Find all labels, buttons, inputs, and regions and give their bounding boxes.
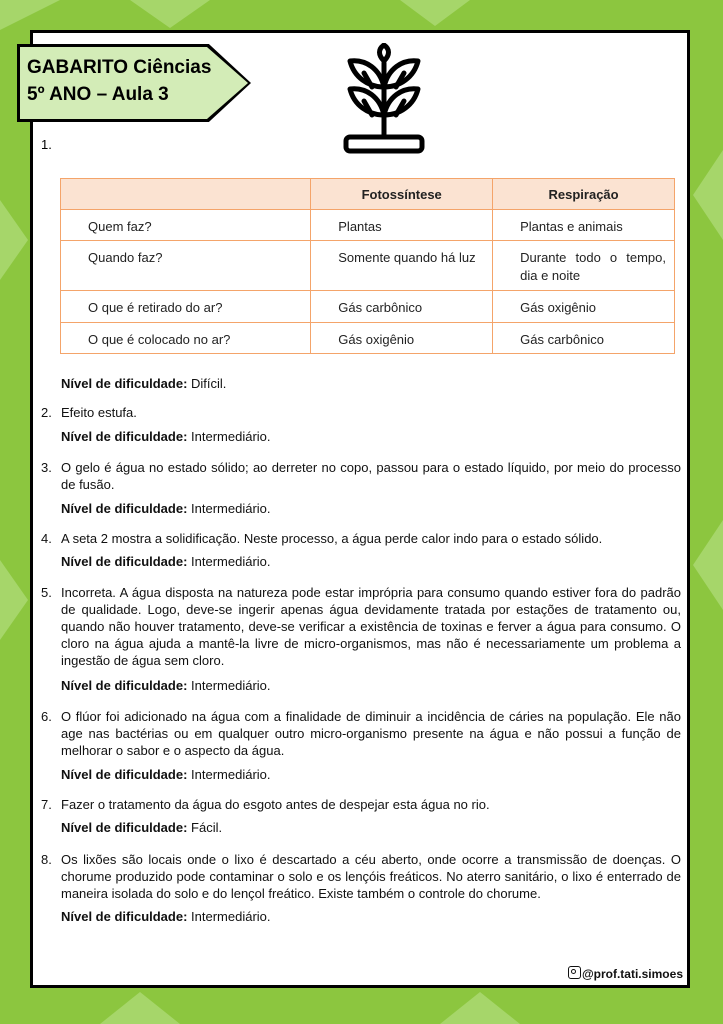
- table-row: [61, 323, 675, 354]
- answer-text: O gelo é água no estado sólido; ao derreter no copo, passou para o estado líquido, por meio do processo de fusão.: [61, 460, 681, 492]
- table-cell: O que é colocado no ar?: [61, 323, 311, 354]
- difficulty-value: Difícil.: [187, 376, 227, 391]
- answer-text: Incorreta. A água disposta na natureza pode estar imprópria para consumo quando estiver fora do padrão de qualidade. Logo, deve-se ingerir apenas água devidamente tratada por estações de tratamento ou, quando não houver tratamento, deve-se verificar a existência de toxinas e ferver a água para consumo. O cloro na água ajuda a mantê-la livre de micro-organismos, mas não é necessariamente um problema a ingestão de água sem cloro.: [61, 585, 681, 668]
- answer-number: 8.: [41, 852, 52, 867]
- difficulty-value: Intermediário.: [187, 678, 271, 693]
- table-cell: Plantas e animais: [493, 210, 675, 241]
- photosynthesis-table: [60, 178, 675, 354]
- answer-sheet: [27, 30, 690, 988]
- difficulty-level: [61, 767, 271, 782]
- difficulty-value: Intermediário.: [187, 909, 271, 924]
- answer-text: Os lixões são locais onde o lixo é descartado a céu aberto, onde ocorre a transmissão de doenças. O chorume produzido pode contaminar o solo e os lençóis freáticos. No aterro sanitário, o lixo é enterrado de maneira isolada do solo e do lençol freático. Existe também o controle do chorume.: [61, 852, 681, 901]
- difficulty-value: Intermediário.: [187, 501, 271, 516]
- answer-item: [41, 708, 681, 759]
- answer-item: [41, 584, 681, 669]
- difficulty-label: Nível de dificuldade:: [61, 678, 188, 693]
- difficulty-label: Nível de dificuldade:: [61, 767, 188, 782]
- difficulty-level: [61, 554, 271, 569]
- table-cell: O que é retirado do ar?: [61, 291, 311, 323]
- table-row: [61, 241, 675, 291]
- answer-item: [41, 404, 681, 421]
- difficulty-label: Nível de dificuldade:: [61, 501, 188, 516]
- answer-number: 2.: [41, 405, 52, 420]
- answer-item: [41, 459, 681, 493]
- difficulty-label: Nível de dificuldade:: [61, 429, 188, 444]
- answer-item: [41, 796, 681, 813]
- table-header-photosynthesis: Fotossíntese: [311, 179, 493, 210]
- difficulty-value: Intermediário.: [187, 767, 271, 782]
- table-header-row: [61, 179, 675, 210]
- difficulty-value: Intermediário.: [187, 554, 271, 569]
- answer-item: [41, 851, 681, 902]
- difficulty-label: Nível de dificuldade:: [61, 820, 188, 835]
- answer-text: Efeito estufa.: [61, 405, 137, 420]
- answer-text: Fazer o tratamento da água do esgoto antes de despejar esta água no rio.: [61, 797, 490, 812]
- answer-item: [41, 530, 681, 547]
- page-title: [27, 54, 227, 108]
- instagram-handle-text: @prof.tati.simoes: [581, 967, 683, 981]
- table-cell: Quando faz?: [61, 241, 311, 291]
- answer-number: 4.: [41, 531, 52, 546]
- instagram-handle[interactable]: [568, 966, 683, 981]
- table-cell: Gás oxigênio: [493, 291, 675, 323]
- difficulty-label: Nível de dificuldade:: [61, 554, 188, 569]
- difficulty-value: Fácil.: [187, 820, 223, 835]
- title-line-2: 5º ANO – Aula 3: [27, 84, 169, 105]
- difficulty-level: [61, 501, 271, 516]
- instagram-icon: [568, 966, 581, 979]
- answer-text: A seta 2 mostra a solidificação. Neste processo, a água perde calor indo para o estado sólido.: [61, 531, 603, 546]
- table-row: [61, 210, 675, 241]
- table-cell: Gás carbônico: [311, 291, 493, 323]
- difficulty-value: Intermediário.: [187, 429, 271, 444]
- difficulty-level: [61, 678, 271, 693]
- title-line-1: GABARITO Ciências: [27, 57, 212, 78]
- table-header-respiration: Respiração: [493, 179, 675, 210]
- difficulty-level: [61, 376, 226, 391]
- difficulty-label: Nível de dificuldade:: [61, 376, 188, 391]
- difficulty-level: [61, 820, 222, 835]
- answer-number: 5.: [41, 585, 52, 600]
- table-cell: Gás oxigênio: [311, 323, 493, 354]
- answer-number: 7.: [41, 797, 52, 812]
- plant-icon: [338, 43, 430, 155]
- answer-text: O flúor foi adicionado na água com a finalidade de diminuir a incidência de cáries na população. Ele não age nas bactérias ou em qualquer outro micro-organismo presente na água e não possui a função de melhorar o sabor e o aspecto da água.: [61, 709, 681, 758]
- table-cell: Durante todo o tempo, dia e noite: [493, 241, 675, 291]
- table-header-empty: [61, 179, 311, 210]
- answer-number: 3.: [41, 460, 52, 475]
- difficulty-level: [61, 909, 271, 924]
- table-row: [61, 291, 675, 323]
- question-1-number: 1.: [41, 137, 52, 152]
- difficulty-label: Nível de dificuldade:: [61, 909, 188, 924]
- difficulty-level: [61, 429, 271, 444]
- answer-number: 6.: [41, 709, 52, 724]
- table-cell: Gás carbônico: [493, 323, 675, 354]
- table-cell: Plantas: [311, 210, 493, 241]
- table-cell: Somente quando há luz: [311, 241, 493, 291]
- table-cell: Quem faz?: [61, 210, 311, 241]
